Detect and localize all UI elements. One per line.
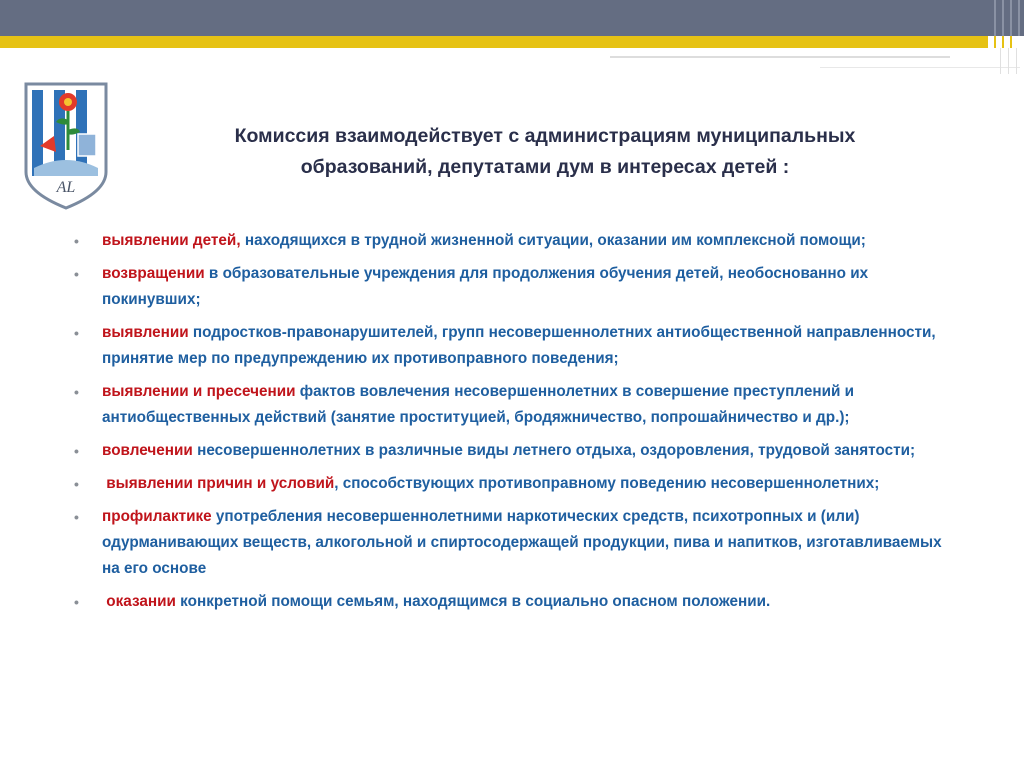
item-text: находящихся в трудной жизненной ситуации, оказании им комплексной помощи; xyxy=(240,232,866,249)
item-keyword: возвращении xyxy=(102,265,205,282)
item-keyword: выявлении xyxy=(102,324,189,341)
item-keyword: оказании xyxy=(102,593,176,610)
page-title xyxy=(140,121,950,183)
list-item xyxy=(74,379,954,431)
item-text: в образовательные учреждения для продолжения обучения детей, необоснованно их покинувших; xyxy=(102,265,869,308)
item-keyword: вовлечении xyxy=(102,442,193,459)
bullet-icon: • xyxy=(74,384,79,400)
decorative-rule xyxy=(610,56,950,58)
list-item xyxy=(74,438,954,464)
gold-band-stripes xyxy=(988,36,1024,48)
header-band xyxy=(0,0,1024,36)
item-text: употребления несовершеннолетними наркотических средств, психотропных и (или) одурманивающих веществ, алкогольной и спиртосодержащей продукции, пива и напитков, изготавливаемых на его основе xyxy=(102,508,942,577)
list-item xyxy=(74,589,954,615)
gold-band xyxy=(0,36,1024,48)
coat-of-arms-icon xyxy=(20,80,112,210)
list-item xyxy=(74,320,954,372)
bullet-icon: • xyxy=(74,476,79,492)
bullet-icon: • xyxy=(74,594,79,610)
item-text: фактов вовлечения несовершеннолетних в совершение преступлений и антиобщественных действий (занятие проституцией, бродяжничество, попрошайничество и др.); xyxy=(102,383,855,426)
decorative-rule xyxy=(820,67,1020,68)
item-text: подростков-правонарушителей, групп несовершеннолетних антиобщественной направленности, принятие мер по предупреждению их противоправного поведения; xyxy=(102,324,936,367)
responsibility-list xyxy=(74,228,954,622)
list-item xyxy=(74,471,954,497)
list-item xyxy=(74,504,954,582)
list-item xyxy=(74,228,954,254)
item-keyword: выявлении детей, xyxy=(102,232,241,249)
item-text: , способствующих противоправному поведению несовершеннолетних; xyxy=(334,475,880,492)
title-line: Комиссия взаимодействует с администрациям муниципальных xyxy=(234,125,856,147)
header-stripes xyxy=(988,0,1024,36)
bullet-icon: • xyxy=(74,509,79,525)
bullet-icon: • xyxy=(74,443,79,459)
item-keyword: выявлении и пресечении xyxy=(102,383,296,400)
item-text: конкретной помощи семьям, находящимся в социально опасном положении. xyxy=(175,593,771,610)
item-text: несовершеннолетних в различные виды летнего отдыха, оздоровления, трудовой занятости; xyxy=(192,442,916,459)
item-keyword: профилактике xyxy=(102,508,212,525)
crest-monogram: AL xyxy=(56,179,76,196)
bullet-icon: • xyxy=(74,233,79,249)
item-keyword: выявлении причин и условий xyxy=(102,475,335,492)
decorative-lines xyxy=(994,48,1024,74)
title-line: образований, депутатами дум в интересах детей : xyxy=(300,156,790,178)
bullet-icon: • xyxy=(74,266,79,282)
bullet-icon: • xyxy=(74,325,79,341)
list-item xyxy=(74,261,954,313)
